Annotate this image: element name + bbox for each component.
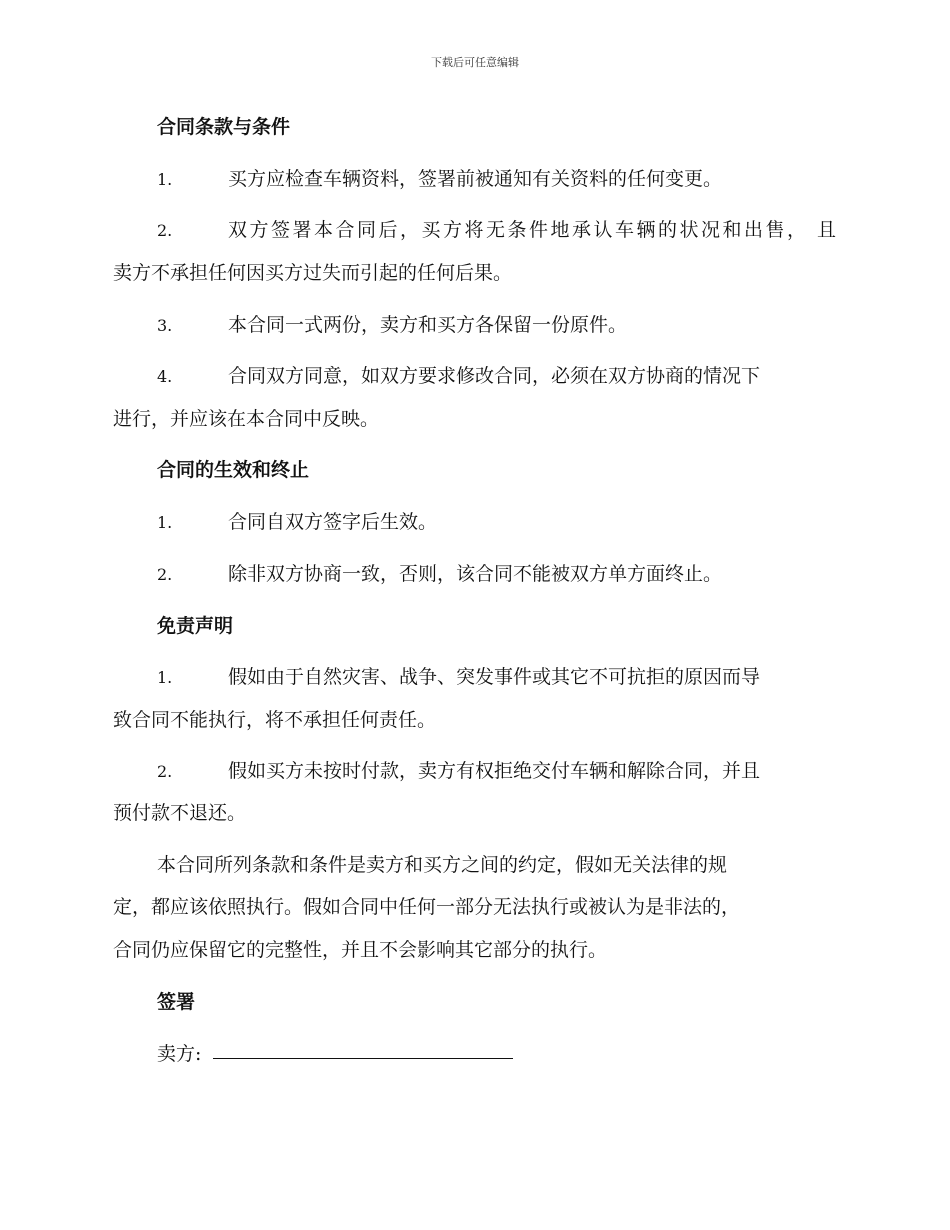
seller-signature-line (213, 1058, 513, 1059)
closing-paragraph-line: 本合同所列条款和条件是卖方和买方之间的约定，假如无关法律的规 (157, 854, 728, 876)
section-title-terms: 合同条款与条件 (157, 116, 291, 138)
closing-paragraph-line: 定，都应该依照执行。假如合同中任何一部分无法执行或被认为是非法的， (113, 896, 741, 918)
section-title-validity: 合同的生效和终止 (157, 459, 310, 481)
list-item-continuation: 进行，并应该在本合同中反映。 (113, 408, 380, 430)
section-title-signature: 签署 (157, 991, 196, 1013)
list-item-text: 合同自双方签字后生效。 (228, 511, 438, 533)
list-item-text: 本合同一式两份，卖方和买方各保留一份原件。 (228, 314, 628, 336)
list-item-text: 双方签署本合同后，买方将无条件地承认车辆的状况和出售， 且 (228, 219, 836, 241)
list-number: 1. (157, 668, 173, 687)
list-item-continuation: 预付款不退还。 (113, 802, 247, 824)
list-number: 1. (157, 170, 173, 189)
list-item-text: 合同双方同意，如双方要求修改合同，必须在双方协商的情况下 (228, 365, 761, 387)
list-item-text: 除非双方协商一致，否则，该合同不能被双方单方面终止。 (228, 563, 723, 585)
closing-paragraph-line: 合同仍应保留它的完整性，并且不会影响其它部分的执行。 (113, 939, 608, 961)
page-header: 下载后可任意编辑 (431, 56, 519, 69)
list-number: 1. (157, 513, 173, 532)
list-number: 2. (157, 221, 173, 240)
list-item-text: 假如买方未按时付款，卖方有权拒绝交付车辆和解除合同，并且 (228, 760, 761, 782)
list-item-continuation: 卖方不承担任何因买方过失而引起的任何后果。 (113, 262, 513, 284)
list-item-text: 买方应检查车辆资料，签署前被通知有关资料的任何变更。 (228, 168, 723, 190)
section-title-disclaimer: 免责声明 (157, 615, 234, 637)
list-number: 2. (157, 762, 173, 781)
list-item-text: 假如由于自然灾害、战争、突发事件或其它不可抗拒的原因而导 (228, 666, 761, 688)
list-item-continuation: 致合同不能执行，将不承担任何责任。 (113, 709, 437, 731)
list-number: 4. (157, 367, 173, 386)
seller-signature-label: 卖方: (157, 1043, 202, 1065)
list-number: 3. (157, 316, 173, 335)
list-number: 2. (157, 565, 173, 584)
